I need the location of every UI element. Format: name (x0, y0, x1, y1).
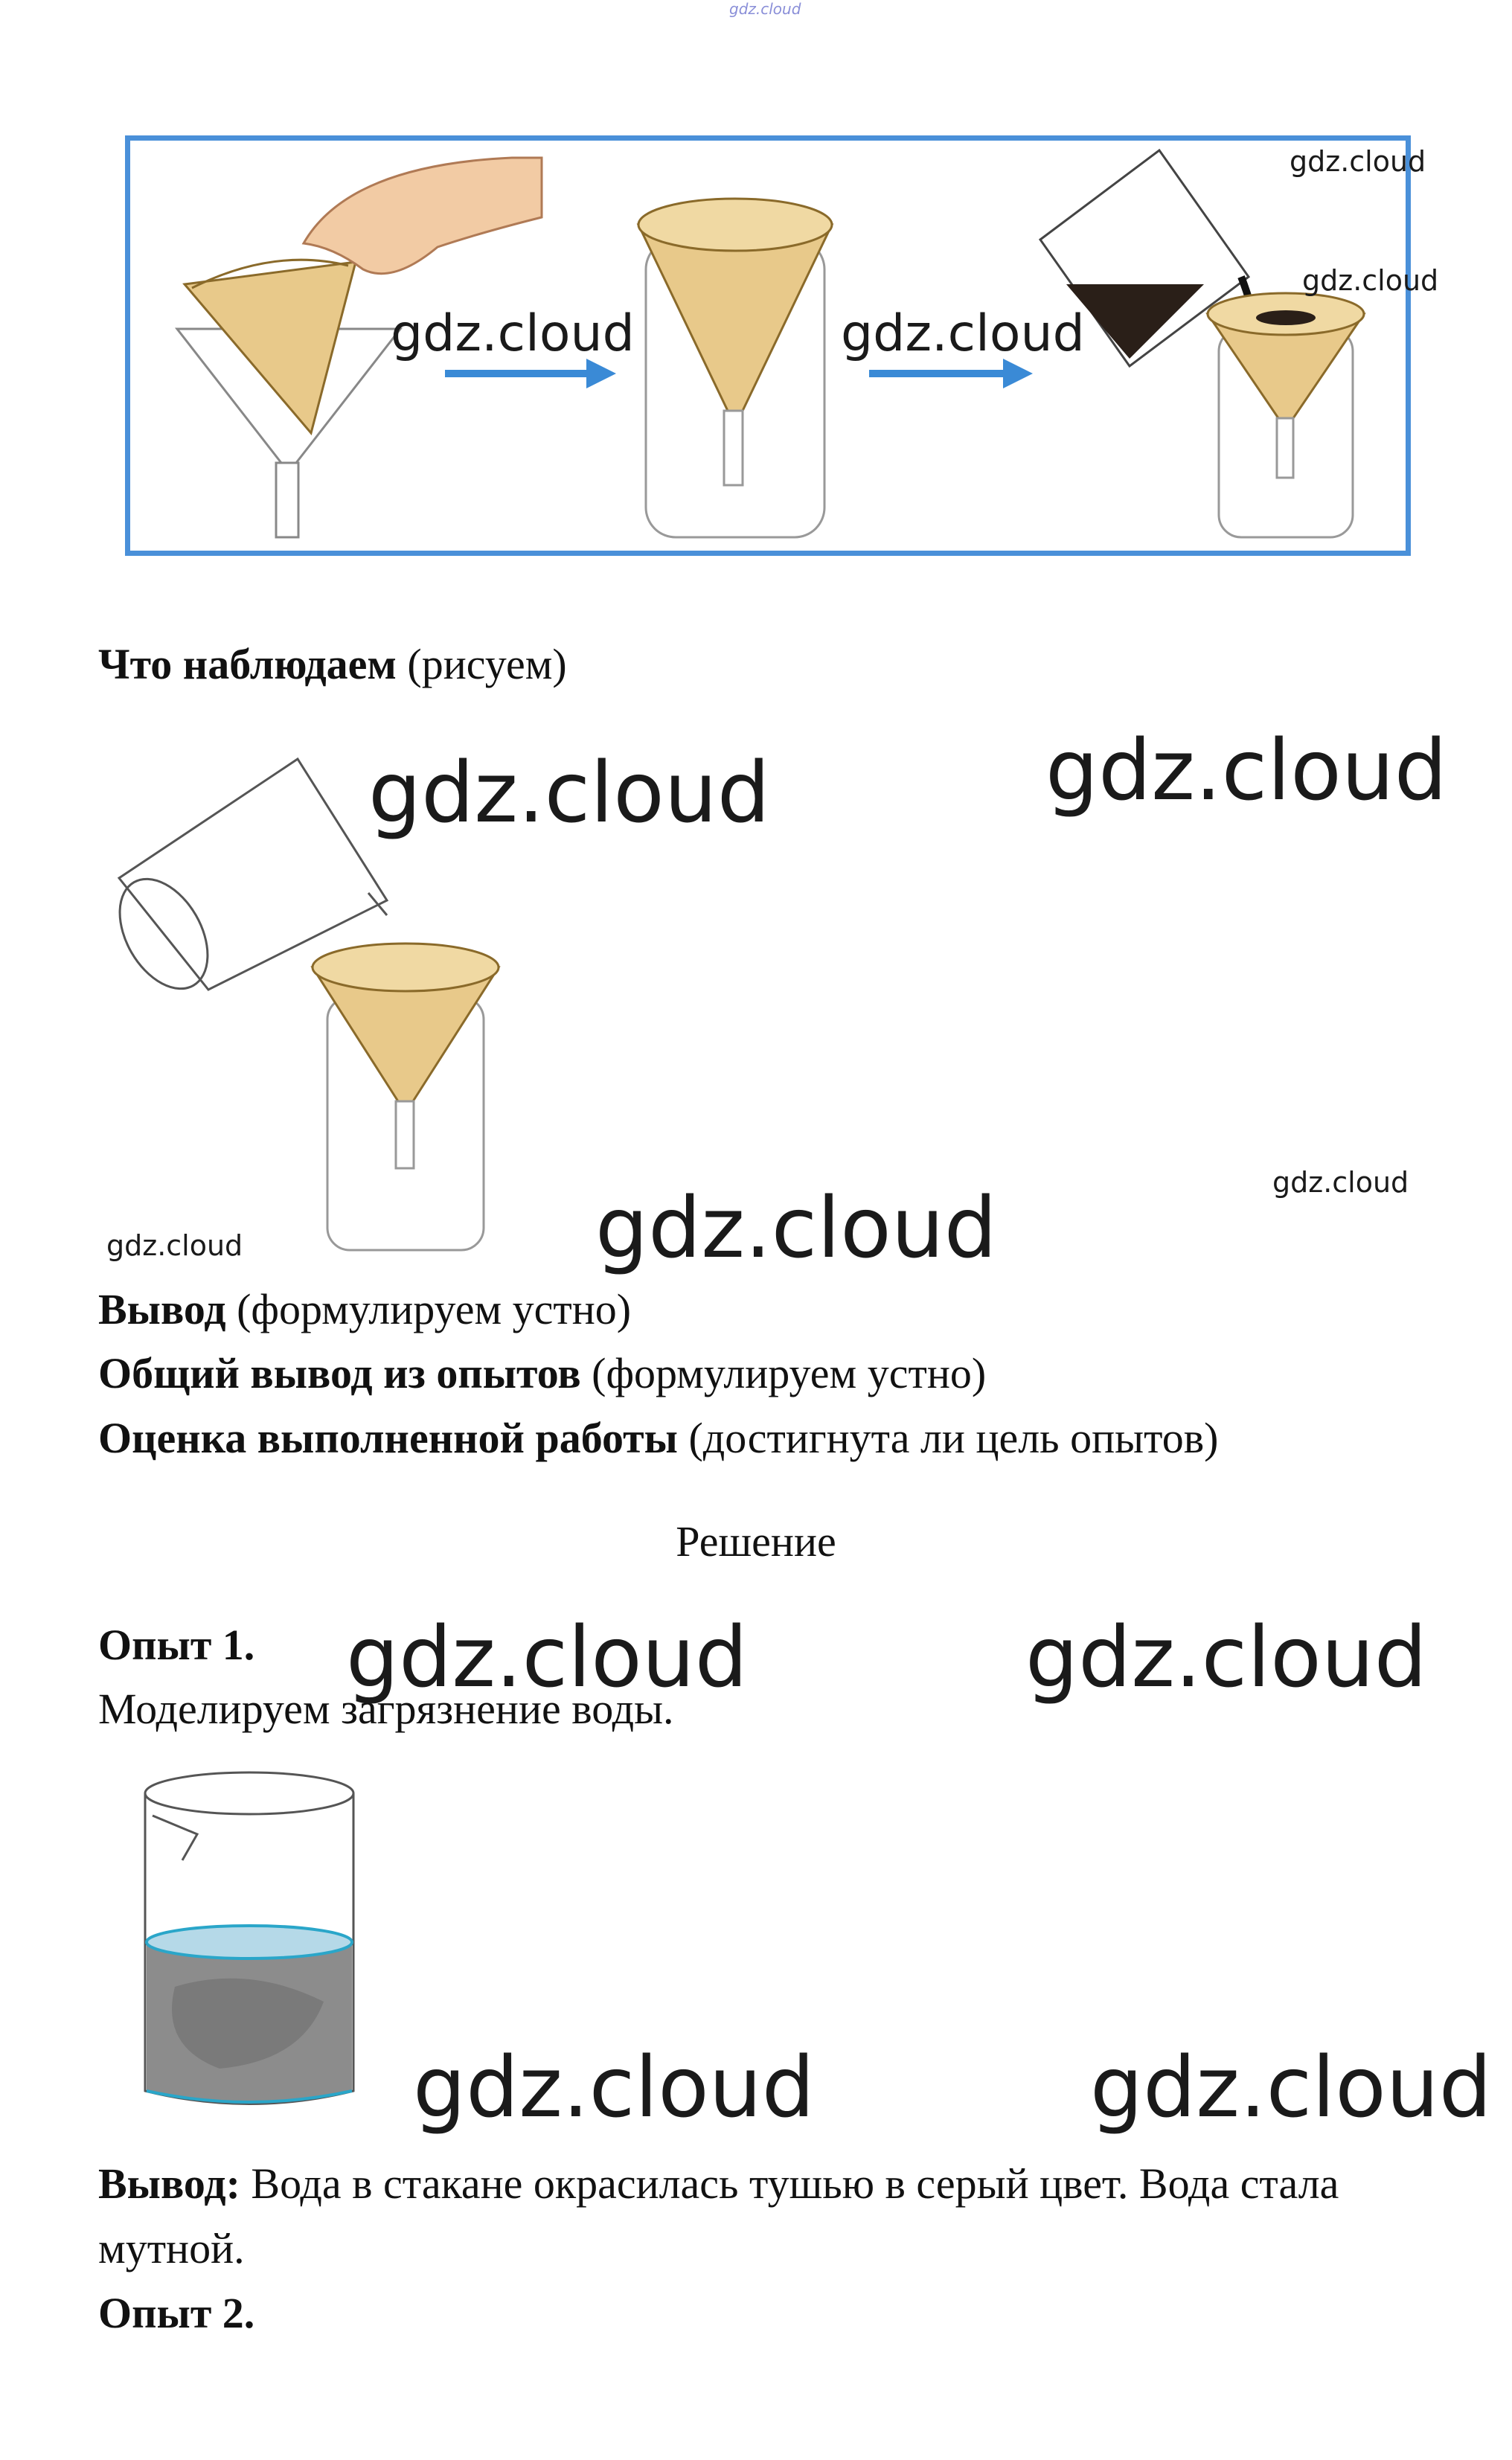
watermark: gdz.cloud (1045, 723, 1447, 819)
watermark: gdz.cloud (841, 304, 1085, 363)
watermark: gdz.cloud (346, 1609, 748, 1706)
glass-grey-water-drawing (130, 1764, 368, 2121)
watermark: gdz.cloud (1302, 264, 1439, 297)
general-conclusion-line (98, 1349, 986, 1399)
experiment1-text: Моделируем загрязнение воды. (98, 1685, 674, 1733)
watermark: gdz.cloud (368, 745, 770, 842)
experiment1-title-text: Опыт 1. (98, 1621, 255, 1669)
glass-with-funnel-icon (1208, 293, 1364, 537)
conclusion-note: (формулируем устно) (237, 1285, 632, 1333)
grey-water-icon (147, 1926, 352, 2102)
observe-heading (98, 640, 567, 690)
watermark: gdz.cloud (106, 1229, 243, 1262)
result-bold: Вывод: (98, 2159, 240, 2208)
watermark: gdz.cloud (1272, 1166, 1409, 1199)
arrow-icon (445, 359, 616, 388)
arrow-icon (869, 359, 1033, 388)
solution-title: Решение (676, 1517, 836, 1566)
general-conclusion-note: (формулируем устно) (592, 1349, 987, 1397)
watermark: gdz.cloud (1090, 2040, 1492, 2136)
filter-paper-icon (185, 260, 356, 433)
hand-icon (304, 158, 542, 274)
watermark: gdz.cloud (1025, 1609, 1427, 1706)
filtration-steps-illustration (125, 135, 1411, 556)
assessment-bold: Оценка выполненной работы (98, 1414, 678, 1462)
conclusion-bold: Вывод (98, 1285, 226, 1333)
result-line-1 (98, 2159, 1339, 2209)
experiment2-title-text: Опыт 2. (98, 2289, 255, 2337)
watermark: gdz.cloud (413, 2040, 815, 2136)
observe-note: (рисуем) (407, 640, 567, 688)
experiment2-title (98, 2289, 254, 2339)
result-text-1: Вода в стакане окрасилась тушью в серый цвет. Вода стала (251, 2159, 1339, 2208)
watermark: gdz.cloud (1290, 145, 1426, 178)
conclusion-line (98, 1285, 631, 1335)
result-line-2: мутной. (98, 2224, 245, 2272)
glass-with-funnel-icon (313, 944, 499, 1250)
watermark: gdz.cloud (595, 1180, 997, 1277)
glass-with-funnel-icon (638, 199, 832, 537)
watermark: gdz.cloud (391, 304, 635, 363)
top-watermark: gdz.cloud (729, 0, 801, 18)
assessment-note: (достигнута ли цель опытов) (688, 1414, 1219, 1462)
general-conclusion-bold: Общий вывод из опытов (98, 1349, 581, 1397)
observe-bold: Что наблюдаем (98, 640, 397, 688)
experiment1-title (98, 1621, 254, 1671)
assessment-line (98, 1414, 1218, 1464)
